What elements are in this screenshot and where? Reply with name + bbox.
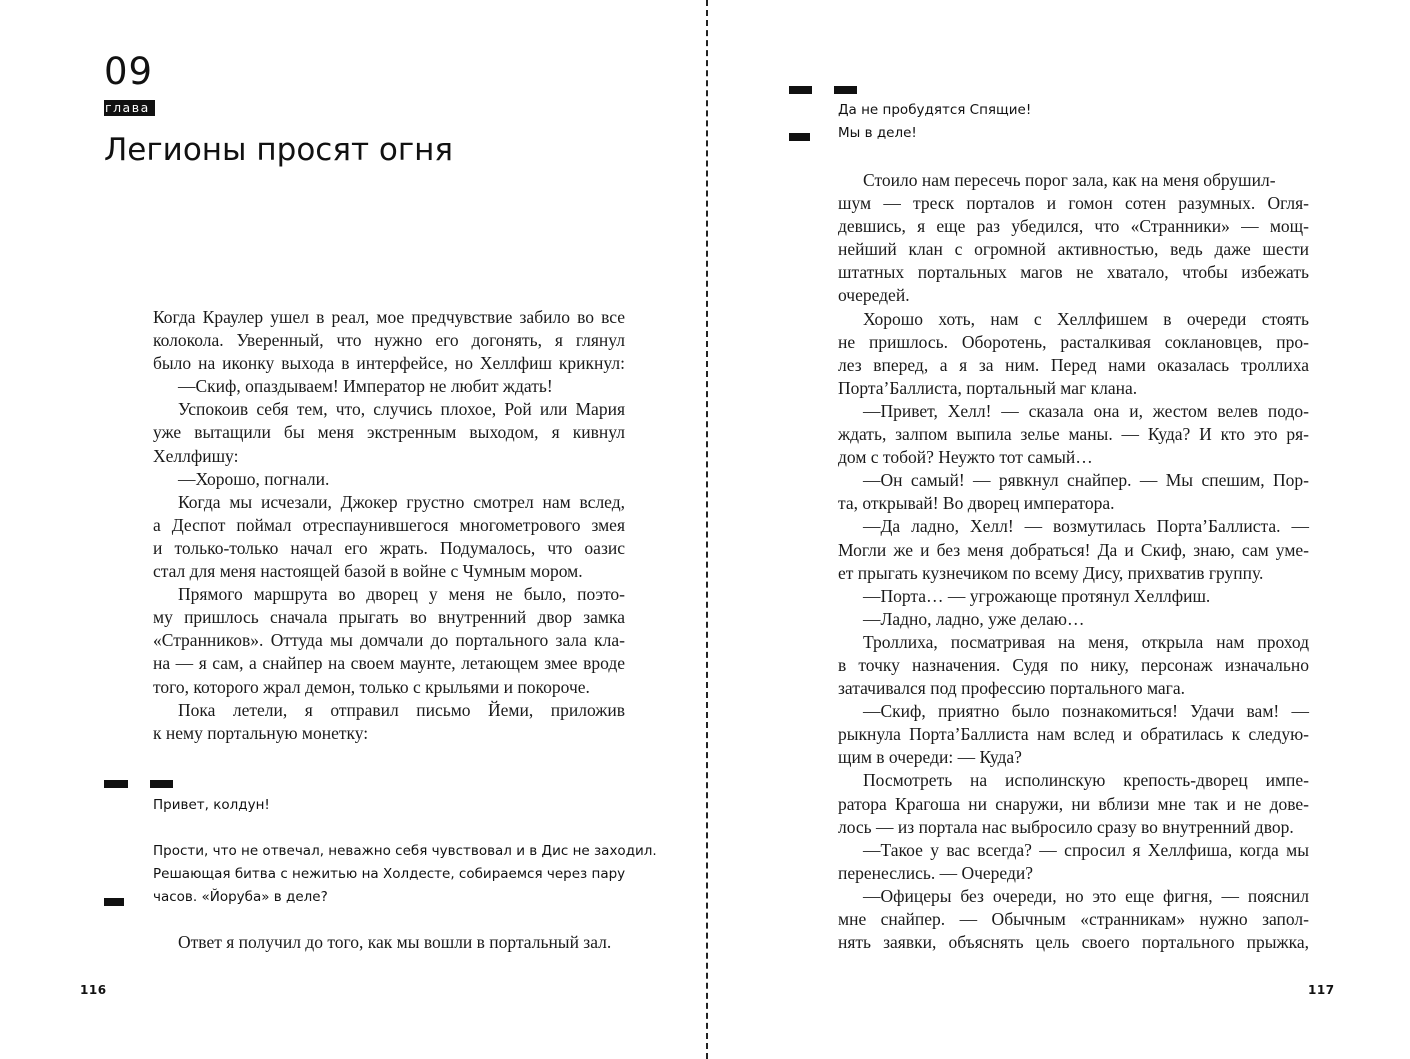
text-line: Стоило нам пересечь порог зала, как на меня обрушил-	[863, 170, 1276, 190]
text-line: Посмотреть на исполинскую крепость-дворец импе-	[863, 770, 1309, 791]
text-line: и только-только начал его жрать. Подумалось, что оазис	[153, 537, 625, 558]
right-page	[708, 0, 1410, 1059]
text-line: к нему портальную монетку:	[153, 722, 369, 743]
text-line: нять заявки, объяснять цель своего портального прыжка,	[838, 932, 1309, 953]
page-number: 117	[1308, 983, 1335, 997]
text-line: шум — треск порталов и гомон сотен разумных. Огля-	[838, 193, 1309, 214]
text-line: мне снайпер. — Обычным «странникам» нужно запол-	[838, 909, 1309, 929]
text-line: колокола. Уверенный, что нужно его догонять, я глянул	[153, 330, 625, 351]
text-line: лось — из портала нас выбросило сразу во внутренний двор.	[838, 816, 1294, 837]
chapter-number: 09	[104, 50, 154, 93]
text-line: —Он самый! — рявкнул снайпер. — Мы спешим, Пор-	[863, 470, 1309, 491]
text-line: Троллиха, посматривая на меня, открыла нам проход	[863, 631, 1309, 652]
message-marker-bar	[834, 86, 857, 94]
message-marker-bar	[789, 133, 810, 141]
body-text-left	[153, 306, 625, 745]
letter-block	[153, 794, 657, 909]
text-line: —Скиф, приятно было познакомиться! Удачи вам! —	[863, 701, 1309, 722]
text-line: Могли же и без меня добраться! Да и Скиф, знаю, сам уме-	[838, 539, 1309, 560]
text-line: в точку назначения. Судя по нику, персонаж изначально	[838, 654, 1309, 675]
message-marker-bar	[104, 898, 124, 906]
text-line: того, которого жрал демон, только с крыльями и покороче.	[153, 676, 590, 697]
text-line: не пришлось. Оборотень, расталкивая соклановцев, про-	[838, 331, 1309, 352]
text-line: нейший клан с огромной активностью, ведь даже шести	[838, 239, 1309, 260]
letter-line: Прости, что не отвечал, неважно себя чувствовал и в Дис не заходил.	[153, 843, 657, 859]
text-line: «Странников». Оттуда мы домчали до портального зала кла-	[153, 630, 625, 651]
page-number: 116	[80, 983, 107, 997]
text-line: уже вытащили бы меня экстренным выходом, я кивнул	[153, 422, 625, 443]
text-line: на — я сам, а снайпер на своем маунте, летающем змее вроде	[153, 653, 625, 674]
dialogue-line: —Скиф, опаздываем! Император не любит ждать!	[178, 376, 553, 397]
chapter-title: Легионы просят огня	[104, 132, 454, 168]
message-line: Мы в деле!	[838, 125, 917, 141]
text-line: девшись, я еще раз убедился, что «Странники» — мощ-	[838, 216, 1309, 237]
text-line: Когда Краулер ушел в реал, мое предчувствие забило во все	[153, 307, 625, 327]
body-text-right	[838, 169, 1309, 954]
message-marker-bar	[104, 780, 128, 788]
text-line: —Порта… — угрожающе протянул Хеллфиш.	[863, 585, 1211, 606]
text-line: Порта’Баллиста, портальный маг клана.	[838, 377, 1138, 398]
text-line: затачивался под профессию портального мага.	[838, 678, 1186, 699]
dialogue-line: —Хорошо, погнали.	[178, 468, 330, 489]
text-line: —Да ладно, Хелл! — возмутилась Порта’Баллиста. —	[863, 516, 1309, 537]
text-line: штатных портальных магов не хватало, чтобы избежать	[838, 262, 1309, 283]
text-line: Хорошо хоть, нам с Хеллфишем в очереди стоять	[863, 308, 1309, 329]
text-line: щим в очереди: — Куда?	[838, 747, 1022, 768]
letter-line: Решающая битва с нежитью на Холдесте, собираемся через пару	[153, 866, 626, 882]
text-line: было на иконку выхода в интерфейсе, но Хеллфиш крикнул:	[153, 353, 625, 374]
text-line: —Ладно, ладно, уже делаю…	[863, 608, 1085, 629]
text-line: —Такое у вас всегда? — спросил я Хеллфиша, когда мы	[863, 839, 1309, 860]
text-line: Когда мы исчезали, Джокер грустно смотрел нам вслед,	[178, 491, 625, 512]
message-marker-bar	[789, 86, 812, 94]
text-line: Хеллфишу:	[153, 445, 239, 466]
text-line: та, открывай! Во дворец императора.	[838, 493, 1115, 514]
text-line: стал для меня настоящей базой в войне с Чумным мором.	[153, 561, 583, 582]
chapter-label: глава	[104, 100, 155, 116]
text-line: лез вперед, а я за ним. Перед нами оказалась троллиха	[838, 354, 1309, 375]
message-line: Да не пробудятся Спящие!	[838, 102, 1032, 118]
letter-line: часов. «Йоруба» в деле?	[153, 889, 328, 905]
letter-greeting: Привет, колдун!	[153, 797, 270, 813]
text-line: —Офицеры без очереди, но это еще фигня, — пояснил	[863, 885, 1309, 906]
text-line: а Деспот поймал отреспаунившегося многометрового змея	[153, 514, 625, 535]
text-line: ждать, залпом выпила зелье маны. — Куда? И кто это ря-	[838, 424, 1309, 445]
text-line: му пришлось сначала прыгать во внутренний двор замка	[153, 607, 625, 628]
text-line: Ответ я получил до того, как мы вошли в портальный зал.	[178, 932, 612, 952]
text-line: дом с тобой? Неужто тот самый…	[838, 447, 1093, 468]
text-line: Успокоив себя тем, что, случись плохое, Рой или Мария	[178, 399, 625, 420]
text-line: ет прыгать кузнечиком по всему Дису, прихватив группу.	[838, 562, 1264, 583]
text-line: —Привет, Хелл! — сказала она и, жестом велев подо-	[863, 400, 1309, 421]
text-line: перенеслись. — Очереди?	[838, 862, 1033, 883]
text-line: очередей.	[838, 285, 910, 306]
text-line: ратора Крагоша ни снаружи, ни вблизи мне так и не дове-	[838, 793, 1309, 814]
message-block	[838, 99, 1031, 145]
text-line: Пока летели, я отправил письмо Йеми, приложив	[178, 699, 625, 720]
message-marker-bar	[150, 780, 173, 788]
text-line: Прямого маршрута во дворец у меня не было, поэто-	[178, 584, 625, 605]
text-line: рыкнула Порта’Баллиста нам вслед и обратилась к следую-	[838, 724, 1309, 745]
body-text-left-end	[153, 931, 625, 954]
